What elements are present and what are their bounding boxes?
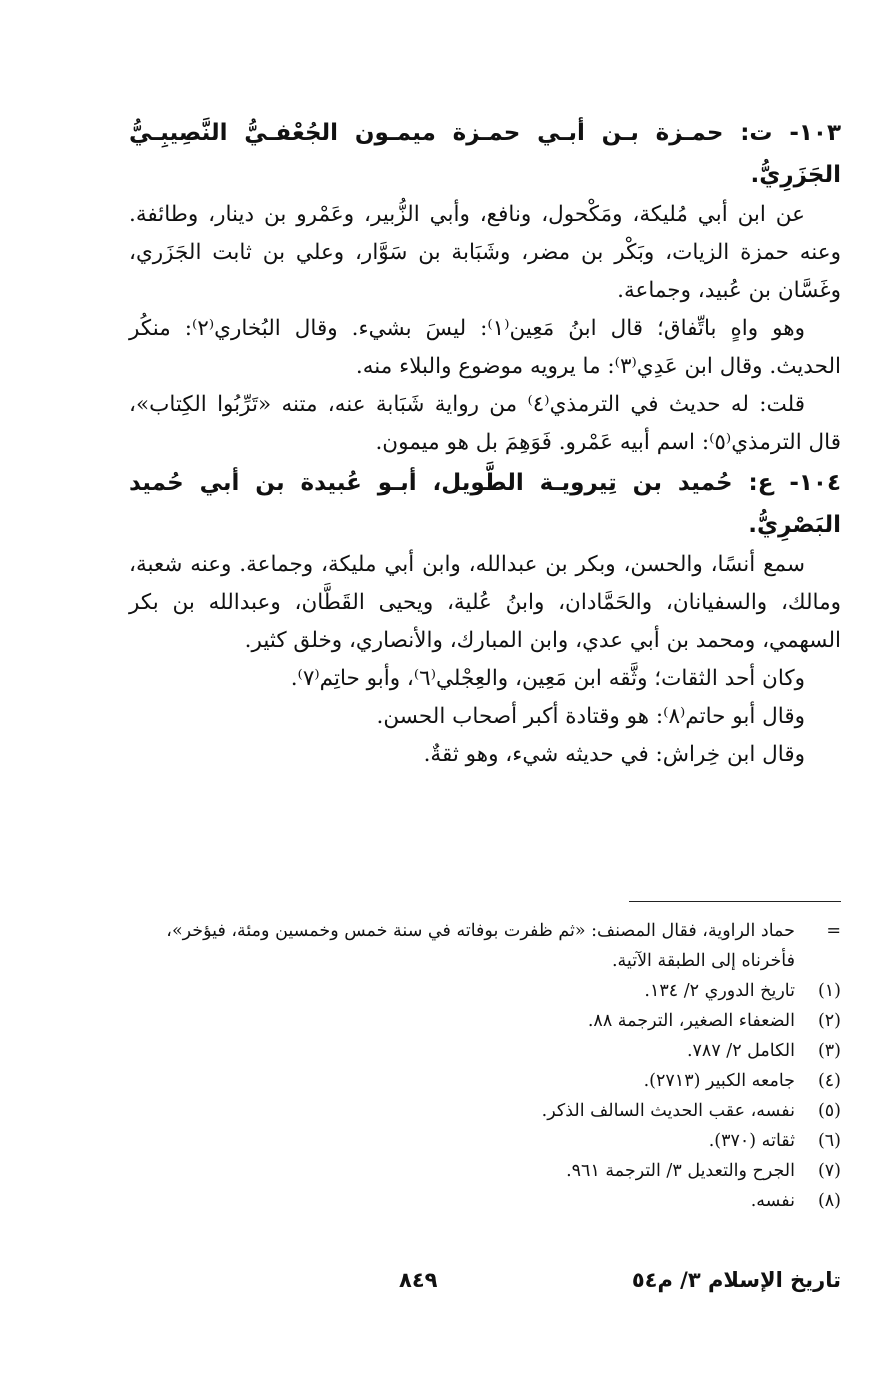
entry-heading-104: ١٠٤- ع: حُميد بن تِيرويـة الطَّويل، أبـو عُبيدة بن أبي حُميد البَصْرِيُّ. — [129, 470, 841, 538]
footnote-8 — [129, 1186, 841, 1216]
footnote-text: نفسه. — [750, 1191, 795, 1211]
footnote-5 — [129, 1096, 841, 1126]
footnote-6 — [129, 1126, 841, 1156]
footnote-2 — [129, 1006, 841, 1036]
footnote-text: الجرح والتعديل ٣/ الترجمة ٩٦١. — [566, 1161, 795, 1181]
footnote-number: (٢) — [817, 1011, 841, 1031]
footnote-number: (١) — [817, 981, 841, 1001]
footnote-number: (٤) — [817, 1071, 841, 1091]
continuation-marker: = — [826, 921, 841, 941]
entry-104-paragraph-3: وقال أبو حاتم⁽٨⁾: هو وقتادة أكبر أصحاب الحسن. — [376, 704, 805, 729]
book-title-signature: تاريخ الإسلام ٣/ م٥٤ — [631, 1268, 841, 1292]
footnote-4 — [129, 1066, 841, 1096]
entry-heading-103: ١٠٣- ت: حمـزة بـن أبـي حمـزة ميمـون الجُعْفـيُّ النَّصِيبِـيُّ الجَزَرِيُّ. — [129, 120, 841, 188]
footnote-text: ثقاته (٣٧٠). — [708, 1131, 795, 1151]
entry-103-paragraph-2: وهو واهٍ باتِّفاق؛ قال ابنُ مَعِين⁽١⁾: ليسَ بشيء. وقال البُخاري⁽٢⁾: منكُر الحديث. وقال ابن عَدِي⁽٣⁾: ما يرويه موضوع والبلاء منه. — [129, 316, 841, 379]
footnote-continuation-text: حماد الراوية، فقال المصنف: «ثم ظفرت بوفاته في سنة خمس وخمسين ومئة، فيؤخر»، فأخرناه إلى الطبقة الآتية. — [166, 921, 795, 971]
footnote-number: (٥) — [817, 1101, 841, 1121]
footnote-separator — [629, 901, 841, 902]
footnote-1 — [129, 976, 841, 1006]
footnote-3 — [129, 1036, 841, 1066]
footnote-text: الضعفاء الصغير، الترجمة ٨٨. — [587, 1011, 795, 1031]
page-footer — [31, 1268, 841, 1308]
footnote-number: (٨) — [817, 1191, 841, 1211]
footnote-number: (٣) — [817, 1041, 841, 1061]
entry-104-paragraph-4: وقال ابن خِراش: في حديثه شيء، وهو ثقةٌ. — [423, 742, 805, 767]
footnote-number: (٦) — [817, 1131, 841, 1151]
footnote-text: نفسه، عقب الحديث السالف الذكر. — [541, 1101, 795, 1121]
entry-103-paragraph-1: عن ابن أبي مُليكة، ومَكْحول، ونافع، وأبي الزُّبير، وعَمْرو بن دينار، وطائفة. وعنه حمزة الزيات، وبَكْر بن مضر، وشَبَابة بن سَوَّار، وعلي بن ثابت الجَزَري، وغَسَّان بن عُبيد، وجماعة. — [129, 202, 841, 303]
footnote-number: (٧) — [817, 1161, 841, 1181]
footnote-7 — [129, 1156, 841, 1186]
entry-104-paragraph-1: سمع أنسًا، والحسن، وبكر بن عبدالله، وابن أبي مليكة، وجماعة. وعنه شعبة، ومالك، والسفيانان، والحَمَّادان، وابنُ عُلية، ويحيى القَطَّان، وعبدالله بن بكر السهمي، ومحمد بن أبي عدي، وابن المبارك، والأنصاري، وخلق كثير. — [129, 552, 841, 653]
footnote-text: الكامل ٢/ ٧٨٧. — [686, 1041, 795, 1061]
footnote-text: تاريخ الدوري ٢/ ١٣٤. — [644, 981, 795, 1001]
footnote-text: جامعه الكبير (٢٧١٣). — [643, 1071, 795, 1091]
main-text — [129, 112, 841, 774]
entry-104-paragraph-2: وكان أحد الثقات؛ وثَّقه ابن مَعِين، والعِجْلي⁽٦⁾، وأبو حاتِم⁽٧⁾. — [290, 666, 805, 691]
footnote-continuation — [129, 916, 841, 976]
page-number: ٨٤٩ — [399, 1268, 438, 1292]
entry-103-paragraph-3: قلت: له حديث في الترمذي⁽٤⁾ من رواية شَبَابة عنه، متنه «تَرِّبُوا الكِتاب»، قال الترمذي⁽٥⁾: اسم أبيه عَمْرو. فَوَهِمَ بل هو ميمون. — [129, 392, 841, 455]
footnotes — [129, 916, 841, 1216]
